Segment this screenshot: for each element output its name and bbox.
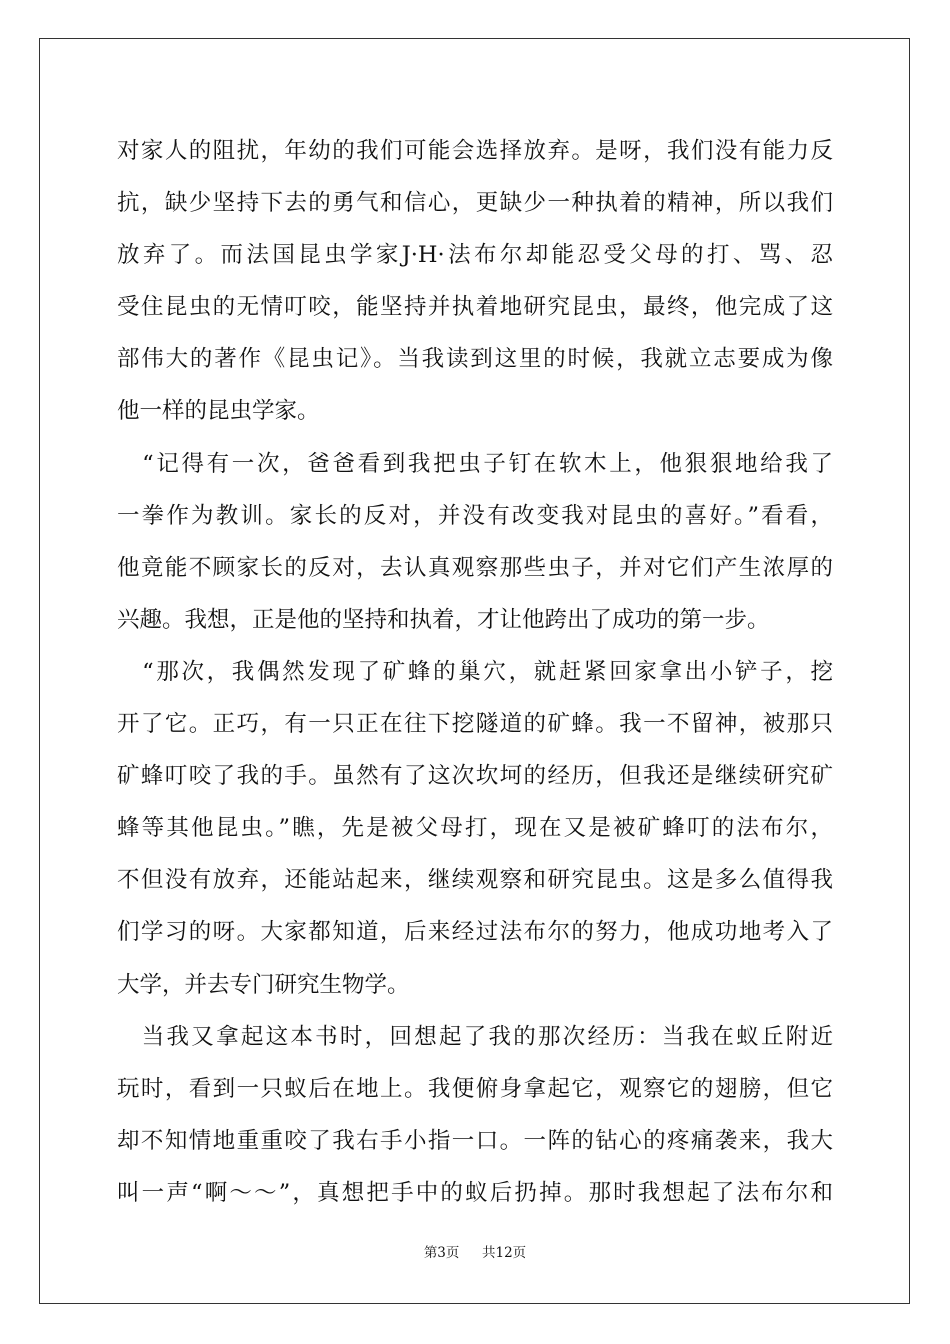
text-line: 蜂等其他昆虫。”瞧，先是被父母打，现在又是被矿蜂叮的法布尔， <box>117 815 833 842</box>
text-line: 他一样的昆虫学家。 <box>117 398 320 425</box>
text-line: “那次，我偶然发现了矿蜂的巢穴，就赶紧回家拿出小铲子，挖 <box>117 658 833 685</box>
text-line: 对家人的阻扰，年幼的我们可能会选择放弃。是呀，我们没有能力反 <box>117 138 833 164</box>
text-line: 们学习的呀。大家都知道，后来经过法布尔的努力，他成功地考入了 <box>117 919 833 946</box>
text-line: 大学，并去专门研究生物学。 <box>117 971 410 998</box>
text-line: 开了它。正巧，有一只正在往下挖隧道的矿蜂。我一不留神，被那只 <box>117 711 833 738</box>
text-line: 抗，缺少坚持下去的勇气和信心，更缺少一种执着的精神，所以我们 <box>117 190 833 217</box>
text-line: “记得有一次，爸爸看到我把虫子钉在软木上，他狠狠地给我了 <box>117 450 833 477</box>
text-line: 受住昆虫的无情叮咬，能坚持并执着地研究昆虫，最终，他完成了这 <box>117 294 833 321</box>
text-line: 却不知情地重重咬了我右手小指一口。一阵的钻心的疼痛袭来，我大 <box>117 1127 833 1154</box>
page-number: 第3页 <box>423 1245 460 1261</box>
text-line: 兴趣。我想，正是他的坚持和执着，才让他跨出了成功的第一步。 <box>117 606 770 633</box>
text-line: 不但没有放弃，还能站起来，继续观察和研究昆虫。这是多么值得我 <box>117 867 833 894</box>
text-line: 一拳作为教训。家长的反对，并没有改变我对昆虫的喜好。”看看， <box>117 502 833 529</box>
text-line: 部伟大的著作《昆虫记》。当我读到这里的时候，我就立志要成为像 <box>117 346 833 373</box>
text-line: 当我又拿起这本书时，回想起了我的那次经历：当我在蚁丘附近 <box>117 1023 833 1050</box>
text-line: 他竟能不顾家长的反对，去认真观察那些虫子，并对它们产生浓厚的 <box>117 554 833 581</box>
page-footer <box>0 1241 950 1261</box>
text-line: 玩时，看到一只蚁后在地上。我便俯身拿起它，观察它的翅膀，但它 <box>117 1075 833 1102</box>
text-line: 叫一声“啊～～”，真想把手中的蚁后扔掉。那时我想起了法布尔和 <box>117 1179 833 1206</box>
page-total: 共12页 <box>482 1245 527 1261</box>
text-line: 放弃了。而法国昆虫学家J·H·法布尔却能忍受父母的打、骂、忍 <box>117 242 833 269</box>
document-body <box>117 128 833 1222</box>
text-line: 矿蜂叮咬了我的手。虽然有了这次坎坷的经历，但我还是继续研究矿 <box>117 763 833 790</box>
